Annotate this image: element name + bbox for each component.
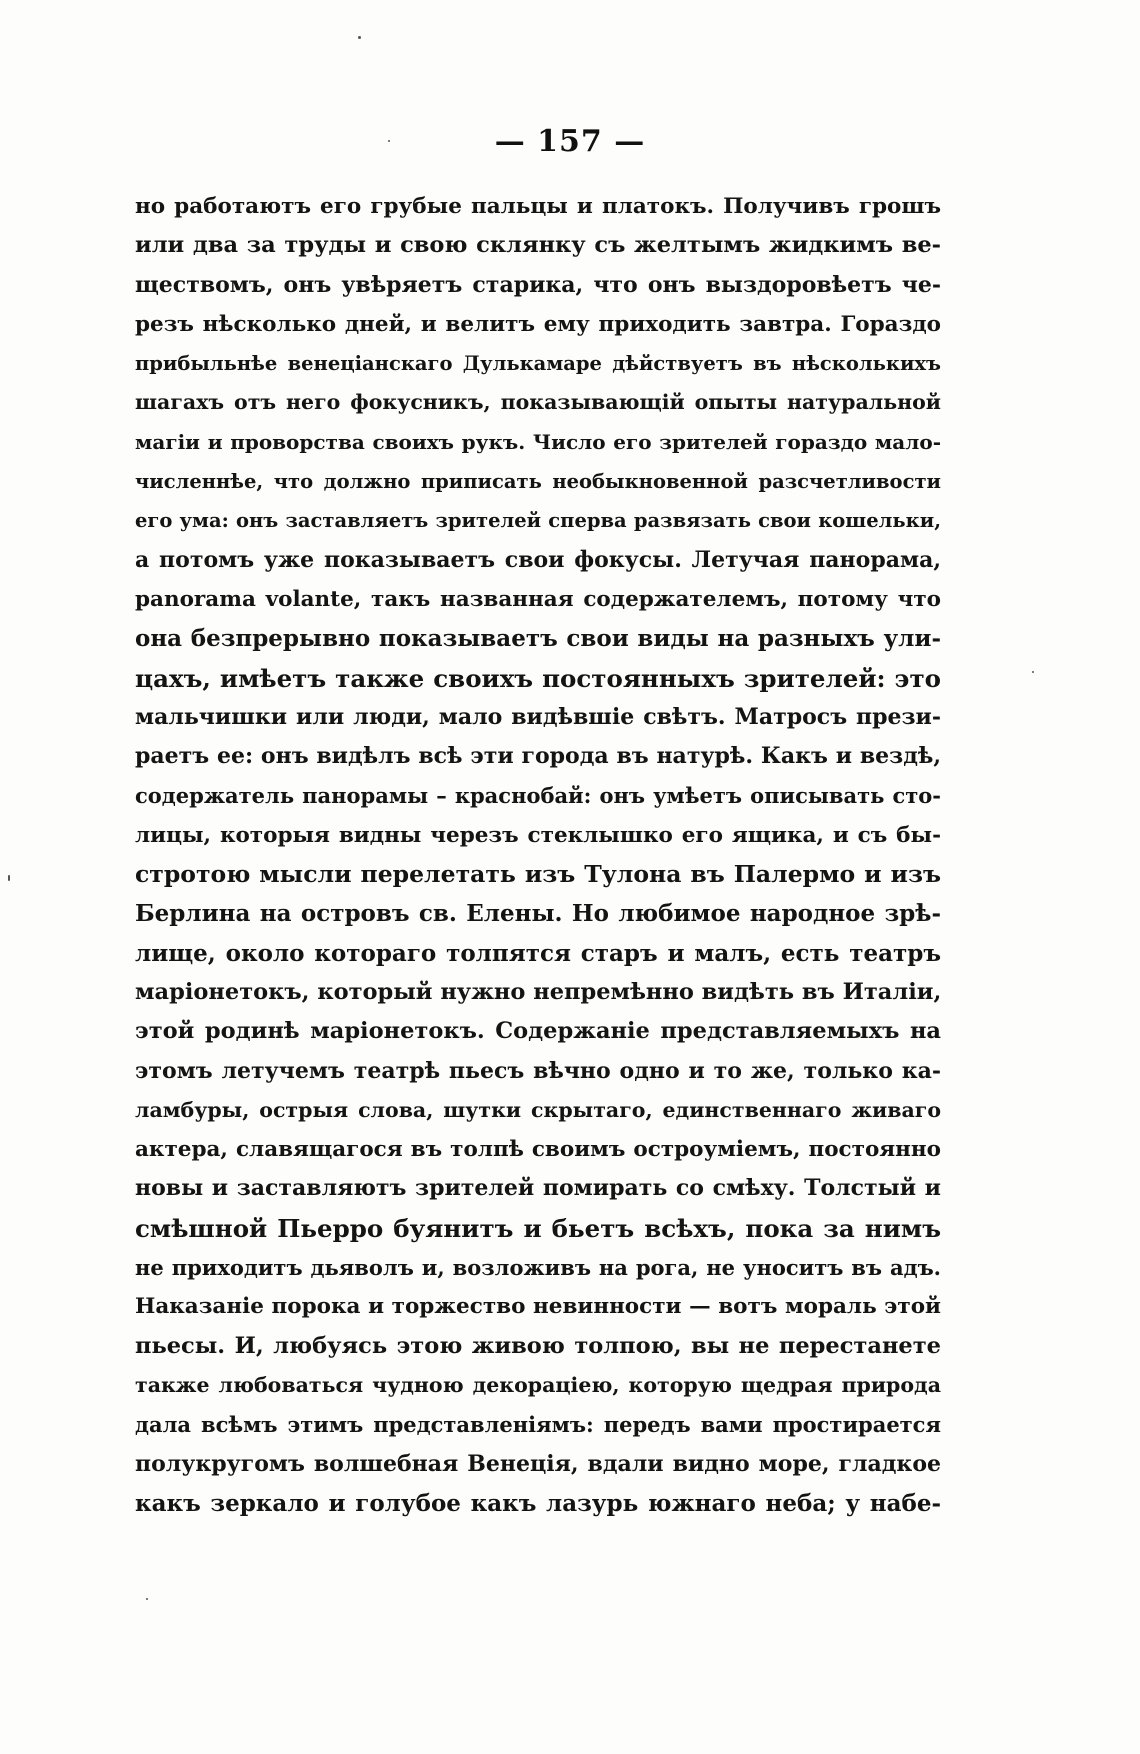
text-line: дала всѣмъ этимъ представленіямъ: передъ вами простирается <box>135 1412 941 1438</box>
text-line: panorama volante, такъ названная содержателемъ, потому что <box>135 586 941 612</box>
text-line: мальчишки или люди, мало видѣвшіе свѣтъ. Матросъ прези- <box>135 703 941 730</box>
text-line: стротою мысли перелетать изъ Тулона въ Палермо и изъ <box>135 860 941 889</box>
text-line: прибыльнѣе венеціанскаго Дулькамаре дѣйствуетъ въ нѣсколькихъ <box>135 352 941 376</box>
scan-speck <box>388 140 390 142</box>
scan-speck <box>146 1598 148 1600</box>
page-number: — 157 — <box>494 124 646 159</box>
text-line: резъ нѣсколько дней, и велитъ ему приходить завтра. Гораздо <box>135 311 941 337</box>
text-line: лицы, которыя видны черезъ стеклышко его ящика, и съ бы- <box>135 822 941 848</box>
text-line: раетъ ее: онъ видѣлъ всѣ эти города въ натурѣ. Какъ и вездѣ, <box>135 743 941 770</box>
text-line: ламбуры, острыя слова, шутки скрытаго, единственнаго живаго <box>135 1097 941 1122</box>
text-line: этомъ летучемъ театрѣ пьесъ вѣчно одно и то же, только ка- <box>135 1057 941 1084</box>
text-line: его ума: онъ заставляетъ зрителей сперва развязать свои кошельки, <box>135 509 941 533</box>
text-line: магіи и проворства своихъ рукъ. Число его зрителей гораздо мало- <box>135 429 941 454</box>
text-line: также любоваться чудною декораціею, которую щедрая природа <box>135 1372 941 1397</box>
text-line: этой родинѣ маріонетокъ. Содержаніе представляемыхъ на <box>135 1018 941 1045</box>
scan-speck <box>358 36 361 39</box>
text-line: полукругомъ волшебная Венеція, вдали видно море, гладкое <box>135 1450 941 1477</box>
text-line: актера, славящагося въ толпѣ своимъ остроуміемъ, постоянно <box>135 1137 941 1163</box>
text-line: но работаютъ его грубые пальцы и платокъ. Получивъ грошъ <box>135 194 941 219</box>
text-line: цахъ, имѣетъ также своихъ постоянныхъ зрителей: это <box>135 663 941 693</box>
text-line: или два за труды и свою склянку съ желтымъ жидкимъ ве- <box>135 232 941 259</box>
text-line: Наказаніе порока и торжество невинности — вотъ мораль этой <box>135 1294 941 1320</box>
text-line: а потомъ уже показываетъ свои фокусы. Летучая панорама, <box>135 546 941 573</box>
text-line: шагахъ отъ него фокусникъ, показывающій опыты натуральной <box>135 390 941 415</box>
text-line: численнѣе, что должно приписать необыкновенной разсчетливости <box>135 470 941 494</box>
text-line: не приходитъ дьяволъ и, возложивъ на рога, не уноситъ въ адъ. <box>135 1255 941 1281</box>
body-text <box>135 187 941 1523</box>
scan-speck <box>8 875 10 881</box>
scan-speck <box>1032 671 1034 673</box>
text-line: содержатель панорамы – краснобай: онъ умѣетъ описывать сто- <box>135 783 941 809</box>
text-line: лище, около котораго толпятся старъ и малъ, есть театръ <box>135 939 941 967</box>
text-line: ществомъ, онъ увѣряетъ старика, что онъ выздоровѣетъ че- <box>135 271 941 298</box>
text-line: маріонетокъ, который нужно непремѣнно видѣть въ Италіи, <box>135 978 941 1005</box>
text-line: смѣшной Пьерро буянитъ и бьетъ всѣхъ, пока за нимъ <box>135 1213 941 1243</box>
text-line: новы и заставляютъ зрителей помирать со смѣху. Толстый и <box>135 1175 941 1202</box>
text-line: она безпрерывно показываетъ свои виды на разныхъ ули- <box>135 625 941 653</box>
text-line: какъ зеркало и голубое какъ лазурь южнаго неба; у набе- <box>135 1489 941 1517</box>
text-line: пьесы. И, любуясь этою живою толпою, вы не перестанете <box>135 1332 941 1359</box>
text-line: Берлина на островъ св. Елены. Но любимое народное зрѣ- <box>135 900 941 928</box>
